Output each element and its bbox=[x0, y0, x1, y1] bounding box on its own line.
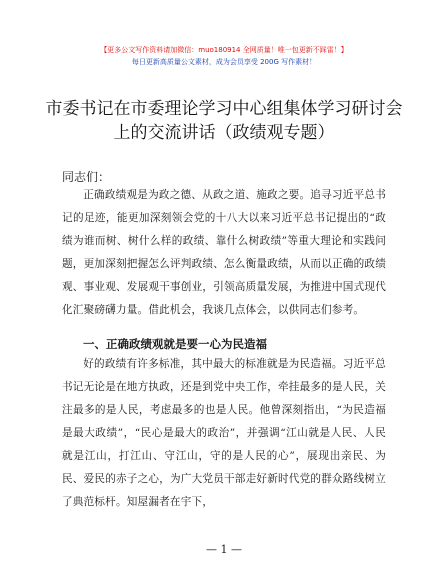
section-heading-1: 一、正确政绩观就是要一心为民造福 bbox=[83, 337, 267, 351]
promo-line-1: 【更多公文写作资料请加微信：muo180914 全网质量！唯一包更新不踩雷！】 bbox=[100, 46, 348, 54]
salutation: 同志们： bbox=[62, 170, 111, 184]
paragraph-intro: 正确政绩观是为政之德、从政之道、施政之要。追寻习近平总书记的足迹，能更加深刻领会党的十八大以来习近平总书记提出的“政绩为谁而树、树什么样的政绩、靠什么树政绩”等重大理论和实践问题，更加深刻把握怎么评判政绩、怎么衡量政绩，从而以正确的政绩观、事业观、发展观干事创业，引领高质量发展，为推进中国式现代化汇聚磅礴力量。借此机会，我谈几点体会，以供同志们参考。 bbox=[62, 189, 386, 316]
document-title: 市委书记在市委理论学习中心组集体学习研讨会上的交流讲话（政绩观专题） bbox=[45, 99, 403, 143]
promo-line-2: 每日更新高质量公文素材，成为会员享受 200G 写作素材！ bbox=[131, 58, 317, 66]
paragraph-section-1: 好的政绩有许多标准，其中最大的标准就是为民造福。习近平总书记无论是在地方执政，还是到党中央工作，牵挂最多的是人民，关注最多的是人民，考虑最多的也是人民。他曾深刻指出，“为民造福是最大政绩”，“民心是最大的政治”，并强调“江山就是人民、人民就是江山，打江山、守江山，守的是人民的心”，展现出亲民、为民、爱民的赤子之心，为广大党员干部走好新时代党的群众路线树立了典范标杆。知屋漏者在宇下， bbox=[62, 358, 386, 508]
page-number: — 1 — bbox=[206, 543, 242, 556]
promo-banner bbox=[0, 44, 448, 68]
